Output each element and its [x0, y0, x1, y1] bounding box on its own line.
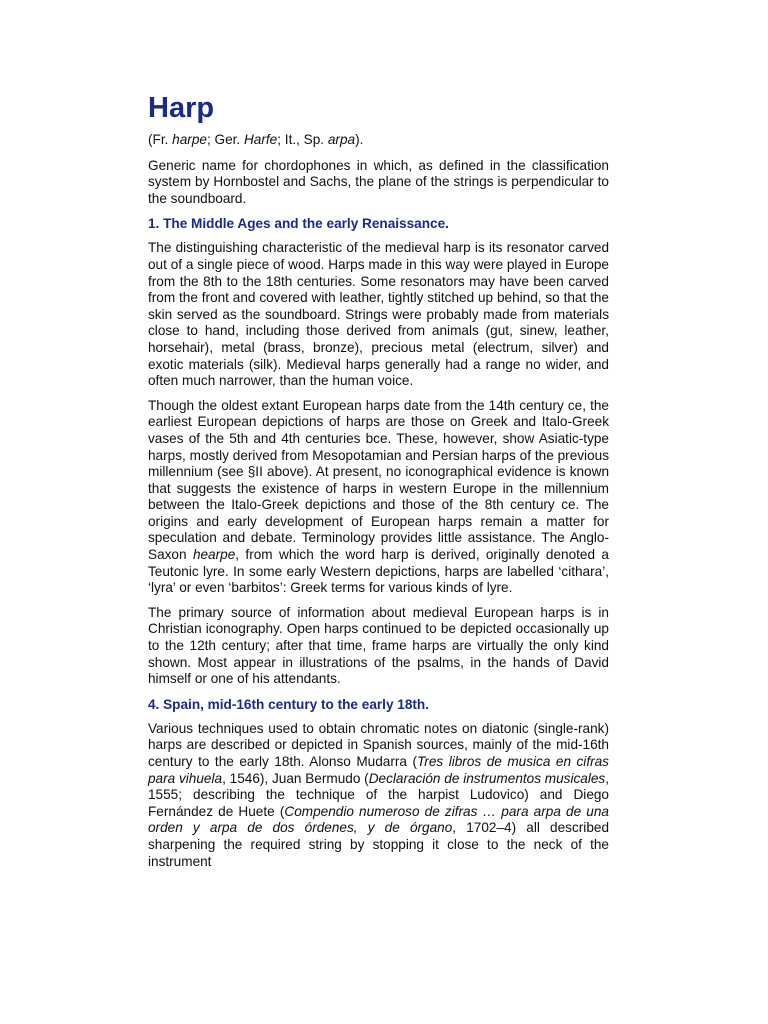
- paragraph-origins: [148, 398, 609, 597]
- etymology-line: [148, 132, 609, 149]
- etymology-french: harpe: [172, 132, 207, 147]
- etymology-text: ).: [355, 132, 364, 147]
- paragraph-text: Though the oldest extant European harps date from the 14th century ce, the earliest European depictions of harps are those on Greek and Italo-Greek vases of the 5th and 4th centuries bce. These, however, show Asiatic-type harps, mostly derived from Mesopotamian and Persian harps of the previous millennium (see §II above). At present, no iconographical evidence is known that suggests the existence of harps in western Europe in the millennium between the Italo-Greek depictions and those of the 8th century ce. The origins and early development of European harps remain a matter for speculation and debate. Terminology provides little assistance. The Anglo-Saxon: [148, 397, 609, 563]
- etymology-italian-spanish: arpa: [327, 132, 356, 147]
- paragraph-iconography: The primary source of information about medieval European harps is in Christian iconography. Open harps continued to be depicted occasionally up to the 12th century; after that time, frame harps are virtually the only kind shown. Most appear in illustrations of the psalms, in the hands of David himself or one of his attendants.: [148, 604, 609, 687]
- paragraph-text: , 1702–4) all described sharpening the required string by stopping it close to the neck of the instrument: [148, 820, 610, 869]
- paragraph-text: , from which the word harp is derived, originally denoted a Teutonic lyre. In some early Western depictions, harps are labelled ‘cithara’, ‘lyra’ or even ‘barbitos’: Greek terms for various kinds of lyre.: [148, 547, 609, 596]
- italic-term-hearpe: hearpe: [192, 547, 236, 563]
- etymology-text: ; Ger.: [206, 132, 244, 147]
- paragraph-text: Various techniques used to obtain chromatic notes on diatonic (single-rank) harps are described or depicted in Spanish sources, mainly of the mid-16th century to the early 18th. Alonso Mudarra (: [148, 720, 609, 769]
- etymology-text: ; It., Sp.: [277, 132, 328, 147]
- page-title: Harp: [148, 92, 215, 124]
- etymology-text: (Fr.: [148, 132, 173, 147]
- paragraph-chromatic-techniques: [148, 721, 609, 870]
- italic-title-bermudo: Declaración de instrumentos musicales: [368, 770, 606, 786]
- paragraph-text: , 1546), Juan Bermudo (: [222, 770, 369, 786]
- italic-title-mudarra: Tres libros de musica en cifras para vihuela: [148, 754, 609, 786]
- definition-paragraph: Generic name for chordophones in which, as defined in the classification system by Hornbostel and Sachs, the plane of the strings is perpendicular to the soundboard.: [148, 157, 609, 206]
- etymology-german: Harfe: [243, 132, 278, 147]
- italic-title-huete: Compendio numeroso de zifras … para arpa de una orden y arpa de dos órdenes, y de órgano: [148, 803, 609, 836]
- paragraph-resonator: The distinguishing characteristic of the medieval harp is its resonator carved out of a single piece of wood. Harps made in this way were played in Europe from the 8th to the 18th centuries. Some resonators may have been carved from the front and covered with leather, tightly stitched up behind, so that the skin served as the soundboard. Strings were probably made from materials close to hand, including those derived from animals (gut, sinew, leather, horsehair), metal (brass, bronze), precious metal (electrum, silver) and exotic materials (silk). Medieval harps generally had a range no wider, and often much narrower, than the human voice.: [148, 240, 609, 389]
- section-heading-spain: 4. Spain, mid-16th century to the early 18th.: [148, 696, 430, 712]
- paragraph-text: , 1555; describing the technique of the harpist Ludovico) and Diego Fernández de Huete (: [148, 770, 610, 819]
- article: [148, 88, 609, 878]
- section-heading-middle-ages: 1. The Middle Ages and the early Renaissance.: [148, 216, 449, 232]
